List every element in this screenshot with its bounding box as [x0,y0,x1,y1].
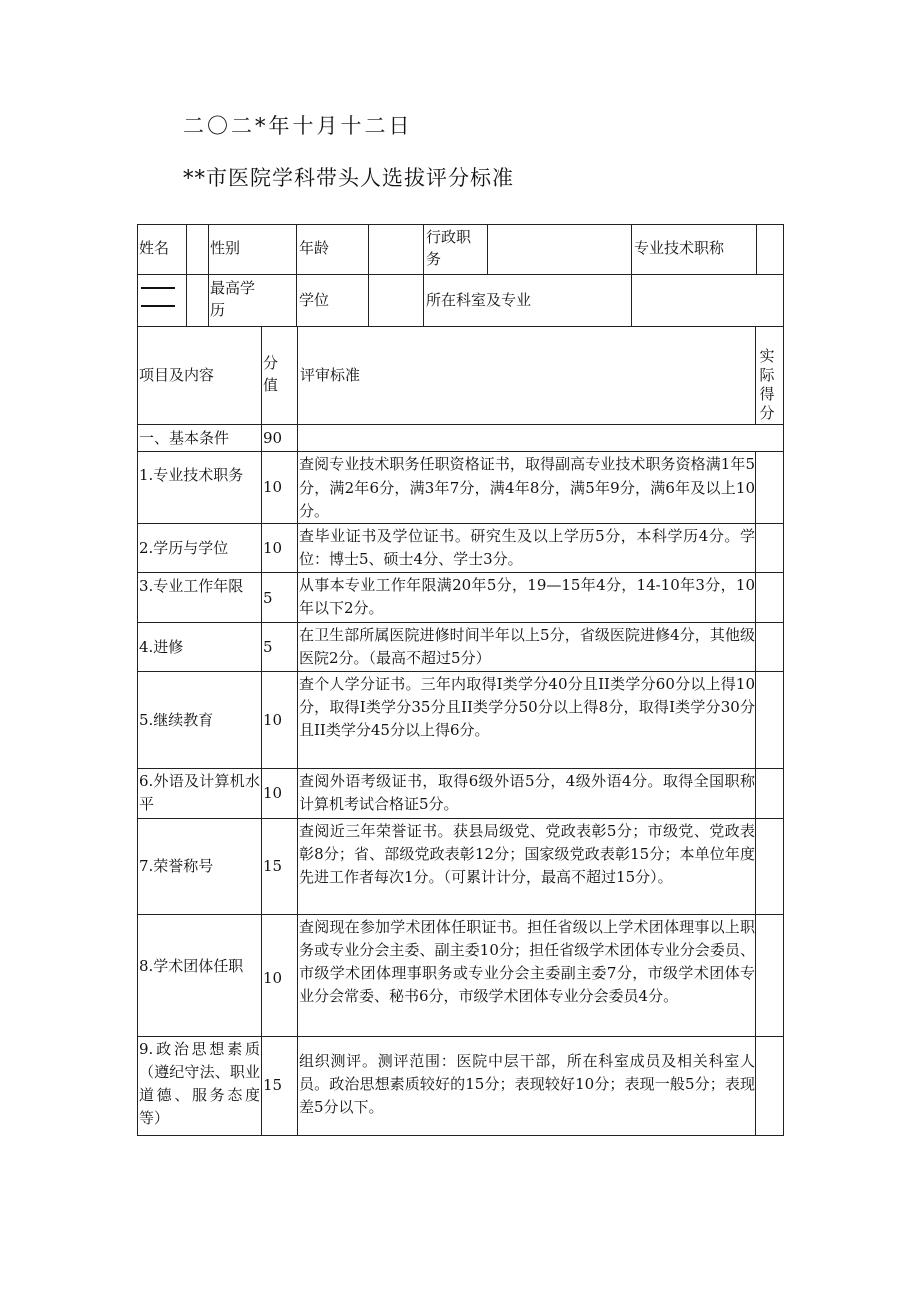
row-score: 10 [263,969,283,987]
row-score: 5 [263,589,273,607]
row-score: 15 [263,1076,283,1094]
gender-label: 性别 [210,239,241,257]
row-item: 5.继续教育 [139,711,214,729]
row-item: 9.政治思想素质（遵纪守法、职业道德、服务态度等） [139,1040,260,1127]
row-item: 2.学历与学位 [139,539,229,557]
education-label: 最高学历 [210,279,256,319]
row-criteria: 查阅外语考级证书，取得6级外语5分，4级外语4分。取得全国职称计算机考试合格证5分。 [299,772,755,813]
row-item: 4.进修 [139,638,184,656]
row-criteria: 查毕业证书及学位证书。研究生及以上学历5分，本科学历4分。学位：博士5、硕士4分、学士3分。 [299,527,755,568]
document-date: 二〇二*年十月十二日 [183,114,413,138]
row-score: 5 [263,638,273,656]
col-criteria-header: 评审标准 [300,366,361,384]
tech-title-label: 专业技术职称 [634,239,725,257]
row-criteria: 查阅专业技术职务任职资格证书，取得副高专业技术职务资格满1年5分，满2年6分，满3年7分，满4年8分，满5年9分，满6年及以上10分。 [299,455,755,520]
row-criteria: 从事本专业工作年限满20年5分，19—15年4分，14-10年3分，10年以下2分。 [299,576,755,617]
row-score: 10 [263,478,283,496]
row-criteria: 查阅现在参加学术团体任职证书。担任省级以上学术团体理事以上职务或专业分会主委、副主委10分；担任省级学术团体专业分会委员、市级学术团体理事职务或专业分会主委副主委7分，市级学术团体专业分会常委、秘书6分，市级学术团体专业分会委员4分。 [299,918,755,1005]
row-score: 10 [263,784,283,802]
row-score: 10 [263,711,283,729]
department-label: 所在科室及专业 [426,291,532,309]
document-title: **市医院学科带头人选拔评分标准 [183,166,514,190]
name-label: 姓名 [139,239,170,257]
row-item: 1.专业技术职务 [139,466,244,484]
row-score: 10 [263,539,283,557]
age-label: 年龄 [299,239,330,257]
row-criteria: 组织测评。测评范围：医院中层干部，所在科室成员及相关科室人员。政治思想素质较好的15分；表现较好10分；表现一般5分；表现差5分以下。 [299,1052,755,1116]
col-score-header: 分值 [263,354,279,394]
col-actual-header: 实际得分 [759,347,775,422]
handwritten-mark [141,287,175,289]
admin-post-label: 行政职务 [426,228,472,268]
row-item: 3.专业工作年限 [139,577,244,595]
section-score: 90 [263,429,283,447]
degree-label: 学位 [299,291,330,309]
row-item: 6.外语及计算机水平 [139,772,260,813]
handwritten-mark [141,305,175,307]
col-item-header: 项目及内容 [139,366,215,384]
row-score: 15 [263,857,283,875]
row-criteria: 在卫生部所属医院进修时间半年以上5分，省级医院进修4分，其他级医院2分。（最高不超过5分） [299,626,755,667]
row-criteria: 查阅近三年荣誉证书。获县局级党、党政表彰5分；市级党、党政表彰8分；省、部级党政表彰12分；国家级党政表彰15分；本单位年度先进工作者每次1分。（可累计计分，最高不超过15分）。 [299,822,755,886]
row-item: 8.学术团体任职 [139,957,244,975]
row-criteria: 查个人学分证书。三年内取得I类学分40分且II类学分60分以上得10分，取得I类学分35分且II类学分50分以上得8分，取得I类学分30分且II类学分45分以上得6分。 [299,675,755,739]
row-item: 7.荣誉称号 [139,857,214,875]
section-label: 一、基本条件 [139,429,230,447]
